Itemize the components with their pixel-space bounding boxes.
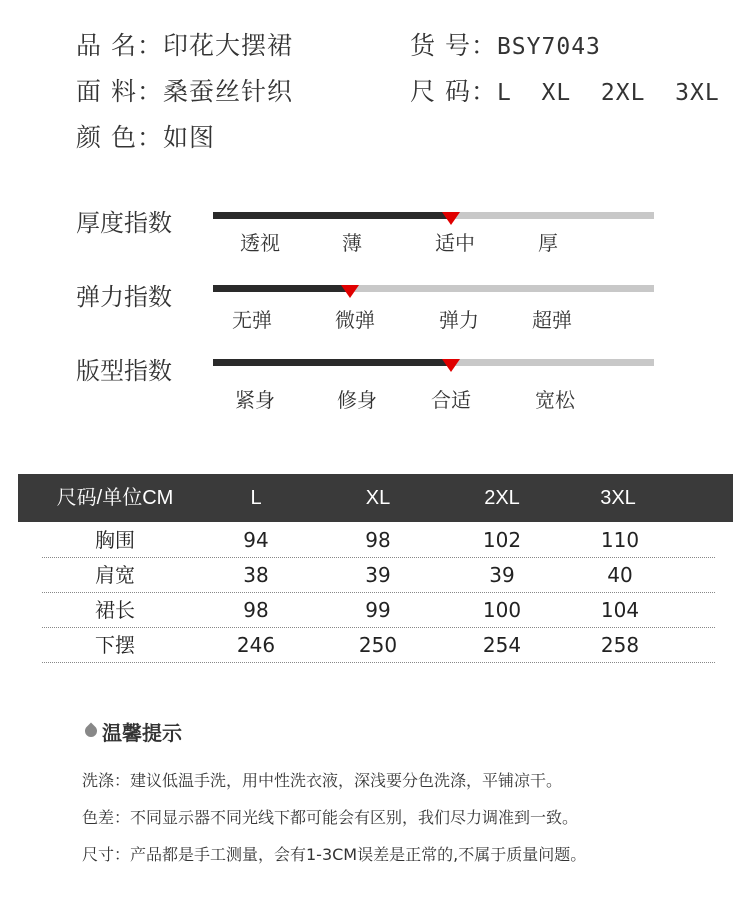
table-cell-measure: 下摆: [95, 633, 135, 657]
product-color-label: 颜 色：: [76, 123, 163, 152]
fit-option-slim: 修身: [337, 388, 377, 412]
fit-index-label: 版型指数: [76, 357, 172, 385]
fit-option-loose: 宽松: [535, 388, 575, 412]
tips-title: 温馨提示: [102, 721, 182, 745]
product-sizes: [410, 72, 720, 108]
product-name-label: 品 名：: [76, 31, 163, 60]
table-row: [42, 592, 715, 628]
tip-color-difference: 色差：不同显示器不同光线下都可能会有区别，我们尽力调准到一致。: [82, 808, 579, 827]
product-code: [410, 26, 601, 62]
product-color: [76, 118, 215, 154]
size-table-header-2xl: 2XL: [484, 487, 520, 509]
table-cell-l: 246: [236, 633, 276, 657]
elasticity-index-fill: [213, 285, 350, 292]
elasticity-option-super: 超弹: [532, 308, 572, 332]
fit-index-marker: [442, 359, 460, 372]
table-cell-measure: 肩宽: [95, 563, 135, 587]
size-table-header-xl: XL: [365, 487, 391, 509]
table-cell-3xl: 40: [607, 563, 633, 587]
product-name: [76, 26, 293, 62]
water-drop-icon: [83, 723, 100, 740]
tip-washing: 洗涤：建议低温手洗，用中性洗衣液，深浅要分色洗涤，平铺凉干。: [82, 771, 563, 790]
elasticity-option-none: 无弹: [232, 308, 272, 332]
product-sizes-label: 尺 码：: [410, 77, 497, 106]
table-cell-l: 98: [243, 598, 269, 622]
table-row: [42, 557, 715, 593]
product-color-value: 如图: [162, 123, 215, 152]
table-cell-xl: 250: [358, 633, 398, 657]
fit-option-regular: 合适: [431, 388, 471, 412]
elasticity-index-bar: [213, 285, 654, 292]
elasticity-index-label: 弹力指数: [76, 283, 172, 311]
thickness-option-thick: 厚: [538, 231, 558, 255]
table-cell-2xl: 39: [489, 563, 515, 587]
elasticity-option-stretch: 弹力: [439, 308, 479, 332]
product-sizes-value: L XL 2XL 3XL: [496, 80, 720, 106]
thickness-option-transparent: 透视: [240, 231, 280, 255]
fit-option-tight: 紧身: [235, 388, 275, 412]
thickness-index-bar: [213, 212, 654, 219]
thickness-index-label: 厚度指数: [76, 209, 172, 237]
product-fabric: [76, 72, 293, 108]
elasticity-index-marker: [341, 285, 359, 298]
fit-index-bar: [213, 359, 654, 366]
table-cell-xl: 98: [365, 528, 391, 552]
size-table-header: [18, 474, 733, 522]
table-cell-2xl: 102: [482, 528, 522, 552]
product-code-value: BSY7043: [496, 34, 601, 60]
tip-size-measurement: 尺寸：产品都是手工测量，会有1-3CM误差是正常的,不属于质量问题。: [82, 845, 587, 864]
elasticity-option-slight: 微弹: [335, 308, 375, 332]
table-row: [42, 627, 715, 663]
table-row: [42, 522, 715, 558]
product-fabric-label: 面 料：: [76, 77, 163, 106]
product-fabric-value: 桑蚕丝针织: [162, 77, 293, 106]
table-cell-3xl: 104: [600, 598, 640, 622]
table-cell-measure: 裙长: [95, 598, 135, 622]
table-cell-measure: 胸围: [95, 528, 135, 552]
product-code-label: 货 号：: [410, 31, 497, 60]
table-cell-xl: 99: [365, 598, 391, 622]
table-cell-3xl: 258: [600, 633, 640, 657]
thickness-index-fill: [213, 212, 451, 219]
thickness-index-marker: [442, 212, 460, 225]
thickness-option-moderate: 适中: [435, 231, 475, 255]
product-name-value: 印花大摆裙: [162, 31, 293, 60]
thickness-option-thin: 薄: [342, 231, 362, 255]
fit-index-fill: [213, 359, 451, 366]
table-cell-2xl: 254: [482, 633, 522, 657]
size-table-header-l: L: [250, 487, 262, 509]
table-cell-l: 94: [243, 528, 269, 552]
table-cell-xl: 39: [365, 563, 391, 587]
size-table-header-unit: 尺码/单位CM: [56, 487, 174, 509]
table-cell-l: 38: [243, 563, 269, 587]
size-table-header-3xl: 3XL: [600, 487, 636, 509]
table-cell-3xl: 110: [600, 528, 640, 552]
table-cell-2xl: 100: [482, 598, 522, 622]
